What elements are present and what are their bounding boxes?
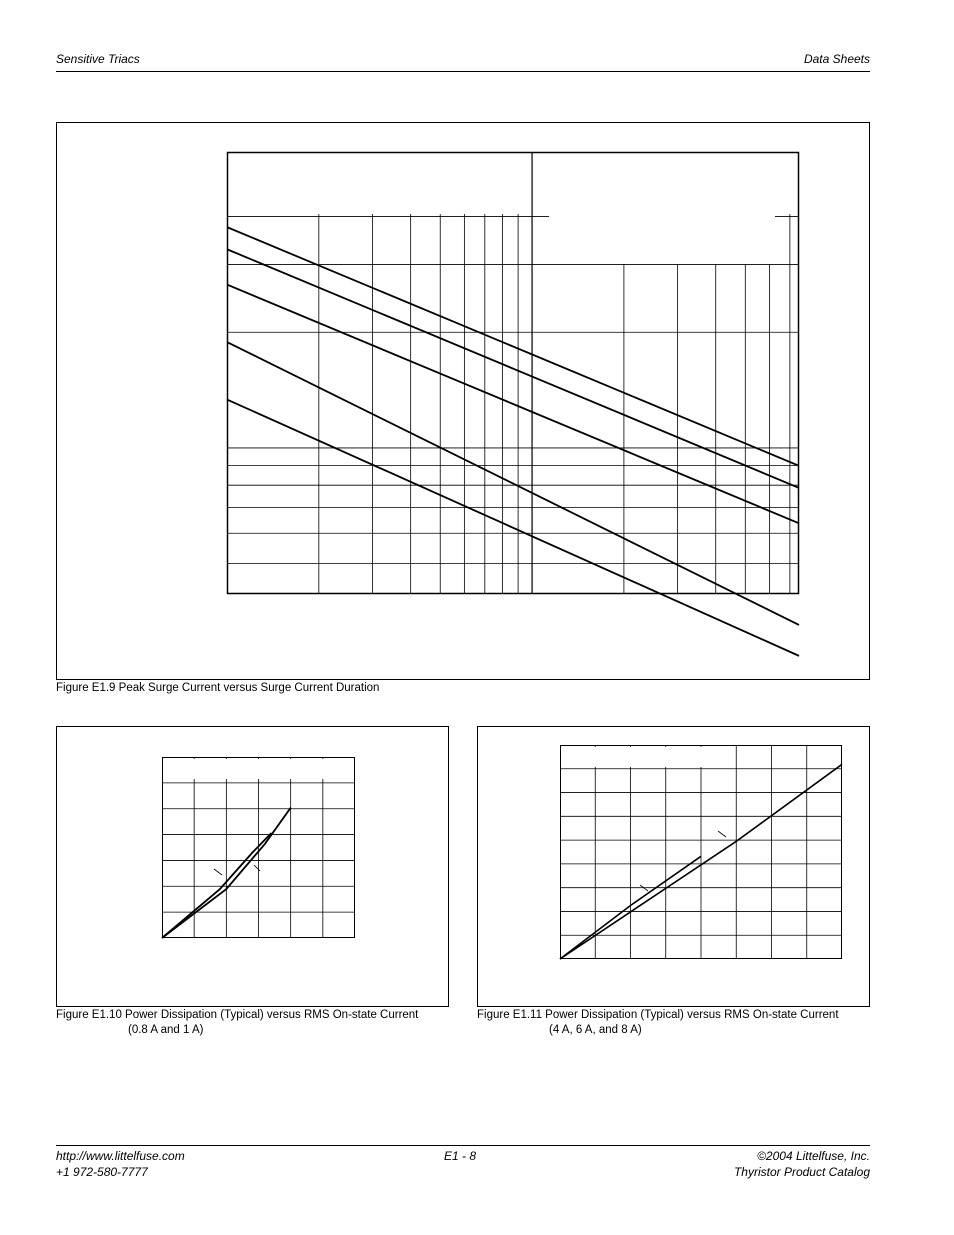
footer-catalog: Thyristor Product Catalog (733, 1165, 870, 1179)
label-area-blank (562, 747, 734, 767)
figure-e1-10-caption-line1: Figure E1.10 Power Dissipation (Typical) versus RMS On-state Current (56, 1009, 419, 1021)
footer-phone: +1 972-580-7777 (56, 1165, 148, 1179)
footer-rule (56, 1145, 870, 1146)
figure-e1-11-chart (560, 745, 842, 959)
curve-leader (214, 869, 222, 875)
label-area-blank (164, 759, 353, 779)
curve-leader (254, 865, 260, 871)
surge-curve-2 (227, 249, 799, 488)
figure-e1-9-caption: Figure E1.9 Peak Surge Current versus Surge Current Duration (56, 682, 380, 694)
header-section-title: Sensitive Triacs (56, 52, 140, 66)
surge-curve-3 (227, 285, 799, 524)
figure-e1-11-caption-line2: (4 A, 6 A, and 8 A) (549, 1024, 642, 1036)
header-rule (56, 71, 870, 72)
curve-leader (718, 831, 726, 837)
footer-contact (56, 1148, 185, 1180)
footer-copyright: ©2004 Littelfuse, Inc. (757, 1149, 870, 1163)
figure-e1-10-caption-line2: (0.8 A and 1 A) (128, 1024, 204, 1036)
header-doc-type: Data Sheets (803, 52, 870, 66)
figure-e1-11-caption (477, 1008, 839, 1038)
figure-e1-10-chart (162, 757, 355, 938)
label-area-blank (229, 154, 526, 204)
figure-e1-9-chart (227, 152, 799, 594)
label-area-blank (549, 154, 775, 264)
figure-e1-11-caption-line1: Figure E1.11 Power Dissipation (Typical) versus RMS On-state Current (477, 1009, 839, 1021)
footer-page-number: E1 - 8 (444, 1149, 477, 1163)
footer-publisher (734, 1148, 870, 1180)
figure-e1-10-caption (56, 1008, 418, 1038)
footer-url-link[interactable]: http://www.littelfuse.com (56, 1149, 185, 1163)
surge-curve-4 (227, 342, 799, 625)
dissipation-curve-2 (162, 833, 271, 938)
